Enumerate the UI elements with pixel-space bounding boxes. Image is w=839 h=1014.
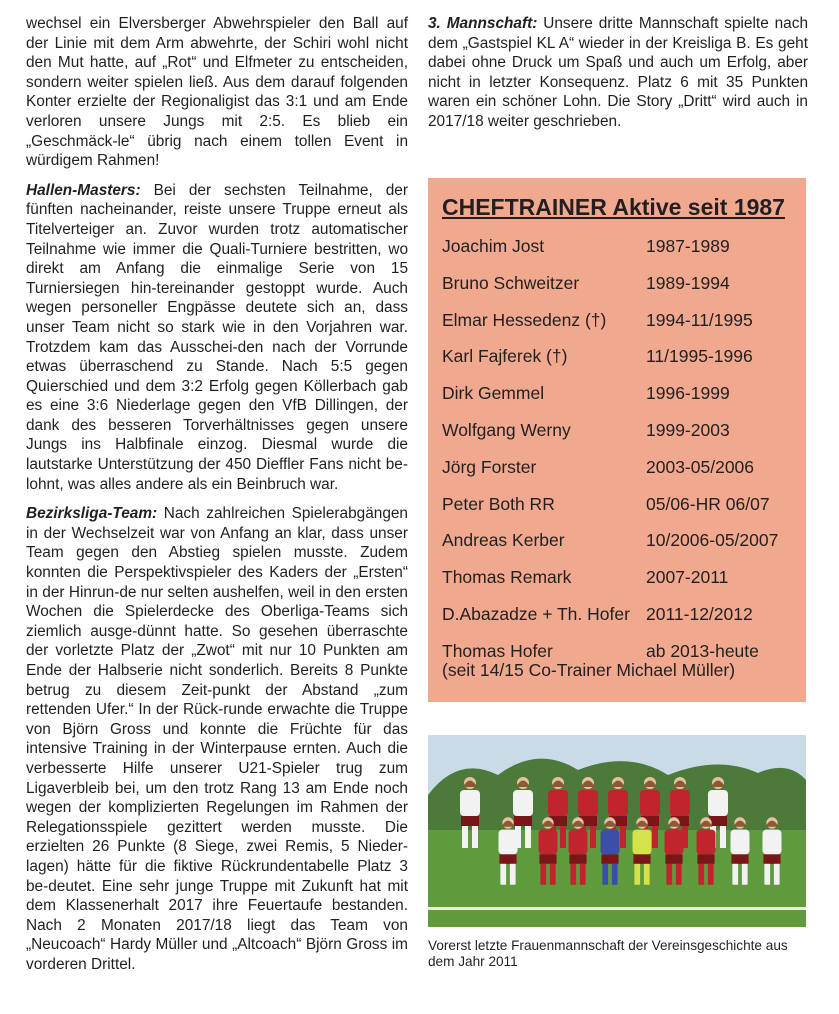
paragraph-text: Unsere dritte Mannschaft spielte nach dem „Gastspiel KL A“ wieder in der Kreisliga B. Es geht dabei ohne Druck um Spaß und auch um Erfolg, aber nicht in letzter Konsequenz. Platz 6 mit 35 Punkten waren ein schöner Lohn. Die Story „Dritt“ wird auch in 2017/18 weiter geschrieben. <box>428 15 808 130</box>
cheftrainer-row <box>442 302 790 339</box>
back-row-person-4-shirt <box>578 790 598 816</box>
paragraph-lead: Bezirksliga-Team: <box>26 505 158 523</box>
front-row-person-3-shirt <box>569 830 588 855</box>
trainer-name: Thomas Hofer <box>442 640 553 661</box>
front-row-person-9-leg-right <box>774 864 780 885</box>
team-photo-illustration <box>428 735 806 927</box>
cheftrainer-title: CHEFTRAINER Aktive seit 1987 <box>442 194 785 220</box>
front-row-person-5-leg-left <box>634 864 640 885</box>
front-row-person-5-shorts <box>633 854 650 864</box>
front-row-person-9-leg-left <box>764 864 770 885</box>
trainer-years: 1996-1999 <box>646 383 730 404</box>
back-row-person-2-shirt <box>513 790 533 816</box>
cheftrainer-row <box>442 596 790 633</box>
trainer-years: 2011-12/2012 <box>646 603 753 624</box>
cheftrainer-row <box>442 265 790 302</box>
trainer-name: Andreas Kerber <box>442 530 565 551</box>
front-row-person-4-leg-right <box>612 864 618 885</box>
article-paragraph-continued <box>26 14 408 171</box>
front-row-person-8-leg-right <box>742 864 748 885</box>
front-row-person-9-shirt <box>763 830 782 855</box>
article-paragraph-hallen-masters <box>26 181 408 495</box>
front-row-person-8-leg-left <box>732 864 738 885</box>
back-row-person-5-shirt <box>608 790 628 816</box>
front-row-person-8-shirt <box>731 830 750 855</box>
article-paragraph-dritte-mannschaft <box>428 14 808 132</box>
front-row-person-3-shorts <box>569 854 586 864</box>
trainer-years: 1994-11/1995 <box>646 309 753 330</box>
front-row-person-2-shorts <box>539 854 556 864</box>
trainer-years: 1999-2003 <box>646 419 730 440</box>
paragraph-lead: Hallen-Masters: <box>26 181 141 199</box>
trainer-name: Bruno Schweitzer <box>442 272 580 293</box>
back-row-person-5-leg-right <box>620 826 626 848</box>
front-row-person-7-shorts <box>697 854 714 864</box>
cheftrainer-row <box>442 228 790 265</box>
cheftrainer-row <box>442 522 790 559</box>
front-row-person-7-leg-right <box>708 864 714 885</box>
article-paragraph-bezirksliga <box>26 504 408 974</box>
trainer-years: 2003-05/2006 <box>646 456 755 477</box>
trainer-years: ab 2013-heute <box>646 640 759 661</box>
front-row-person-8-shorts <box>731 854 748 864</box>
front-row-person-7-shirt <box>697 830 716 855</box>
front-row-person-4-leg-left <box>602 864 608 885</box>
photo-caption: Vorerst letzte Frauenmannschaft der Vereinsgeschichte aus dem Jahr 2011 <box>428 938 788 969</box>
cheftrainer-row <box>442 338 790 375</box>
trainer-years: 1989-1994 <box>646 272 730 293</box>
back-row-person-1-shorts <box>461 816 479 826</box>
back-row-person-1-shirt <box>460 790 480 816</box>
front-row-person-2-shirt <box>539 830 558 855</box>
trainer-name: Jörg Forster <box>442 456 537 477</box>
front-row-person-3-leg-left <box>570 864 576 885</box>
paragraph-text: wechsel ein Elversberger Abwehrspieler den Ball auf der Linie mit dem Arm abwehrte, der Schiri wohl nicht den Mut hatte, auf „Rot“ und Elfmeter zu entscheiden, sondern weiter spielen ließ. Aus dem darauf folgenden Konter erzielte der Regionaligist das 3:1 und am Ende verloren unsere Jungs mit 2:5. Es blieb ein „Geschmäck-le“ übrig nach einem tollen Event in würdigem Rahmen! <box>26 15 408 170</box>
trainer-name: Thomas Remark <box>442 567 572 588</box>
back-row-person-8-shorts <box>709 816 727 826</box>
front-row-person-9-shorts <box>763 854 780 864</box>
back-row-person-2-leg-right <box>525 826 531 848</box>
trainer-years: 11/1995-1996 <box>646 346 753 367</box>
back-row-person-8-shirt <box>708 790 728 816</box>
back-row-person-2-shorts <box>514 816 532 826</box>
team-photo <box>428 735 806 927</box>
left-column <box>26 14 408 975</box>
cheftrainer-row <box>442 375 790 412</box>
front-row-person-5-leg-right <box>644 864 650 885</box>
paragraph-text: Bei der sechsten Teilnahme, der fünften nacheinander, reiste unsere Truppe erneut als Titelverteiger an. Zuvor wurden trotz automatischer Teilnahme wie immer die Quali-Turniere bestritten, wo direkt am Anfang die einmalige Serie von 15 Turniersiegen hin-tereinander gestoppt wurde. Auch wegen personeller Engpässe deutete sich an, dass unser Team nicht so stark wie in den Vorjahren war. Trotzdem kam das Ausschei-den nach der Vorrunde etwas überraschend zu Stande. Nach 5:5 gegen Quierschied und dem 3:2 Erfolg gegen Köllerbach gab es eine 3:6 Niederlage gegen den VfB Dillingen, der dank des besseren Torverhältnisses gegen unsere Jungs ins Halbfinale einzog. Diesmal wurde die lautstarke Unterstützung der 450 Dieffler Fans nicht be-lohnt, was alles andere als ein Beinbruch war. <box>26 181 408 493</box>
front-row-person-1-shorts <box>499 854 516 864</box>
front-row-person-2-leg-right <box>550 864 556 885</box>
trainer-name: Wolfgang Werny <box>442 419 571 440</box>
front-row-person-1-shirt <box>499 830 518 855</box>
trainer-years: 1987-1989 <box>646 236 730 256</box>
trainer-name: Elmar Hessedenz (†) <box>442 309 607 330</box>
front-row-person-4-shirt <box>601 830 620 855</box>
cheftrainer-box <box>428 178 806 702</box>
right-column <box>428 14 808 132</box>
front-row-person-6-shorts <box>665 854 682 864</box>
front-row-person-6-leg-left <box>666 864 672 885</box>
cheftrainer-note: (seit 14/15 Co-Trainer Michael Müller) <box>442 659 736 680</box>
trainer-name: Dirk Gemmel <box>442 383 545 404</box>
cheftrainer-row <box>442 486 790 523</box>
back-row-person-3-shirt <box>548 790 568 816</box>
front-row-person-1-leg-right <box>510 864 516 885</box>
front-row-person-5-shirt <box>633 830 652 855</box>
back-row-person-3-leg-right <box>560 826 566 848</box>
trainer-years: 05/06-HR 06/07 <box>646 493 770 514</box>
trainer-name: Peter Both RR <box>442 493 555 514</box>
front-row-person-4-shorts <box>601 854 618 864</box>
front-row-person-6-leg-right <box>676 864 682 885</box>
back-row-person-8-leg-right <box>720 826 726 848</box>
trainer-years: 10/2006-05/2007 <box>646 530 779 551</box>
back-row-person-4-leg-right <box>590 826 596 848</box>
cheftrainer-row <box>442 559 790 596</box>
back-row-person-1-leg-left <box>462 826 468 848</box>
paragraph-text: Nach zahlreichen Spielerabgängen in der Wechselzeit war von Anfang an klar, dass unser Team gegen den Abstieg spielen musste. Zudem konnten die Perspektivspieler des Kaders der „Ersten“ in der Hinrun-de nur selten aushelfen, weil in den ersten Wochen die Spielerdecke des Oberliga-Teams sich ziemlich ausge-dünnt hatte. So gesehen überraschte der vorletzte Platz der „Zwot“ mit nur 10 Punkten am Ende der Halbserie nicht sonderlich. Bereits 8 Punkte betrug zu diesem Zeit-punkt der Abstand „zum rettenden Ufer.“ In der Rück-runde erwachte die Truppe von Björn Gross und konnte die Früchte für das intensive Training in der Winterpause ernten. Auch die verbesserte Hilfe unserer U21-Spieler trug zum Ligaverbleib bei, um den trotz Rang 13 am Ende noch wegen der komplizierten Regelungen im Rahmen der Relegationsspiele gezittert werden musste. Die erzielten 26 Punkte (8 Siege, zwei Remis, 5 Nieder-lagen) hätte für die fiktive Rückrundentabelle Platz 3 be-deutet. Eine sehr junge Truppe mit Zukunft hat mit dem Klassenerhalt 2017 ihre Feuertaufe bestanden. Nach 2 Monaten 2017/18 liegt das Team von „Neucoach“ Hardy Müller und „Altcoach“ Björn Gross im vorderen Drittel. <box>26 505 408 973</box>
front-row-person-1-leg-left <box>500 864 506 885</box>
cheftrainer-row <box>442 449 790 486</box>
front-row-person-2-leg-left <box>540 864 546 885</box>
back-row-person-6-shirt <box>640 790 660 816</box>
back-row-person-1-leg-right <box>472 826 478 848</box>
cheftrainer-row <box>442 412 790 449</box>
front-row-person-3-leg-right <box>580 864 586 885</box>
trainer-name: D.Abazadze + Th. Hofer <box>442 603 630 624</box>
trainer-years: 2007-2011 <box>646 567 729 588</box>
paragraph-lead: 3. Mannschaft: <box>428 15 538 32</box>
back-row-person-6-leg-right <box>652 826 658 848</box>
trainer-name: Joachim Jost <box>442 236 545 256</box>
trainer-name: Karl Fajferek (†) <box>442 346 568 367</box>
cheftrainer-list <box>442 228 790 670</box>
front-row-person-6-shirt <box>665 830 684 855</box>
back-row-person-7-shirt <box>670 790 690 816</box>
pitch-line <box>428 907 806 910</box>
front-row-person-7-leg-left <box>698 864 704 885</box>
